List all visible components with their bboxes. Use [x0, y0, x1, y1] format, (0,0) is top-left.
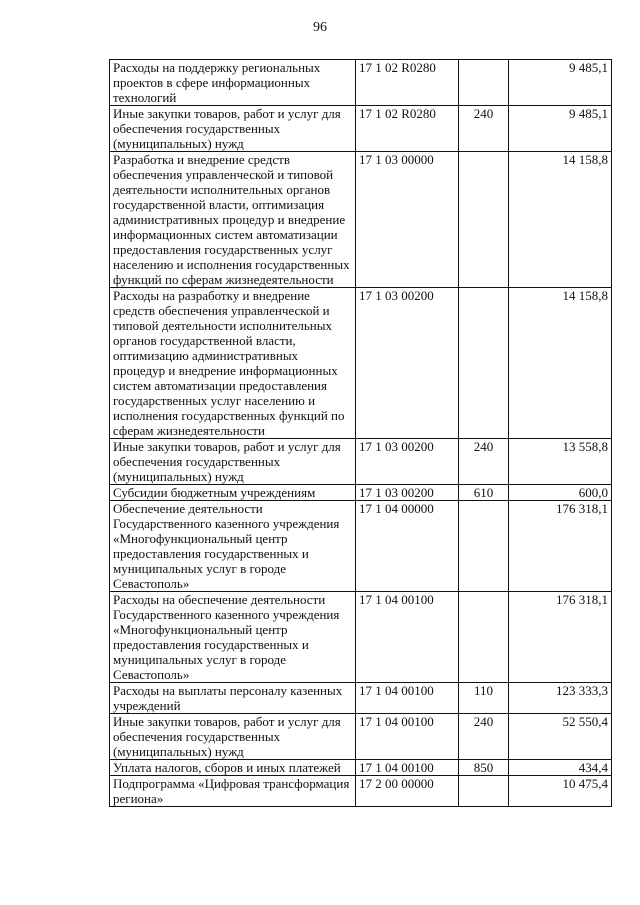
table-row: [110, 760, 612, 776]
row-name: Иные закупки товаров, работ и услуг для обеспечения государственных (муниципальных) нужд: [110, 439, 356, 485]
row-name: Расходы на выплаты персоналу казенных учреждений: [110, 683, 356, 714]
table-row: [110, 485, 612, 501]
row-expense-type: [458, 592, 508, 683]
row-code: 17 1 02 R0280: [355, 60, 458, 106]
row-name: Обеспечение деятельности Государственного казенного учреждения «Многофункциональный центр предоставления государственных и муниципальных услуг в городе Севастополь»: [110, 501, 356, 592]
row-expense-type: 110: [458, 683, 508, 714]
table-row: [110, 776, 612, 807]
row-expense-type: [458, 288, 508, 439]
page-number: 96: [313, 20, 327, 35]
row-amount: 9 485,1: [509, 60, 612, 106]
row-amount: 434,4: [509, 760, 612, 776]
row-expense-type: [458, 776, 508, 807]
table-row: [110, 714, 612, 760]
table-row: [110, 60, 612, 106]
row-expense-type: 240: [458, 106, 508, 152]
row-name: Субсидии бюджетным учреждениям: [110, 485, 356, 501]
row-name: Иные закупки товаров, работ и услуг для обеспечения государственных (муниципальных) нужд: [110, 106, 356, 152]
row-amount: 13 558,8: [509, 439, 612, 485]
table-row: [110, 288, 612, 439]
row-expense-type: [458, 501, 508, 592]
row-code: 17 1 03 00000: [355, 152, 458, 288]
row-code: 17 1 04 00100: [355, 714, 458, 760]
row-expense-type: 850: [458, 760, 508, 776]
row-amount: 52 550,4: [509, 714, 612, 760]
row-code: 17 1 03 00200: [355, 439, 458, 485]
table-row: [110, 106, 612, 152]
row-amount: 123 333,3: [509, 683, 612, 714]
row-expense-type: 610: [458, 485, 508, 501]
row-amount: 10 475,4: [509, 776, 612, 807]
row-code: 17 1 02 R0280: [355, 106, 458, 152]
table-row: [110, 152, 612, 288]
row-code: 17 1 04 00000: [355, 501, 458, 592]
row-name: Подпрограмма «Цифровая трансформация региона»: [110, 776, 356, 807]
row-amount: 176 318,1: [509, 592, 612, 683]
row-expense-type: 240: [458, 439, 508, 485]
row-amount: 14 158,8: [509, 152, 612, 288]
row-name: Уплата налогов, сборов и иных платежей: [110, 760, 356, 776]
row-code: 17 1 04 00100: [355, 592, 458, 683]
row-amount: 600,0: [509, 485, 612, 501]
row-expense-type: 240: [458, 714, 508, 760]
table-row: [110, 439, 612, 485]
row-expense-type: [458, 60, 508, 106]
row-code: 17 1 04 00100: [355, 683, 458, 714]
row-code: 17 2 00 00000: [355, 776, 458, 807]
row-code: 17 1 04 00100: [355, 760, 458, 776]
row-expense-type: [458, 152, 508, 288]
row-name: Расходы на обеспечение деятельности Государственного казенного учреждения «Многофункциональный центр предоставления государственных и муниципальных услуг в городе Севастополь»: [110, 592, 356, 683]
row-name: Расходы на поддержку региональных проектов в сфере информационных технологий: [110, 60, 356, 106]
row-name: Расходы на разработку и внедрение средств обеспечения управленческой и типовой деятельности исполнительных органов государственной власти, оптимизацию административных процедур и внедрение информационных систем автоматизации предоставления государственных услуг населению и исполнения государственных функций по сферам жизнедеятельности: [110, 288, 356, 439]
row-name: Иные закупки товаров, работ и услуг для обеспечения государственных (муниципальных) нужд: [110, 714, 356, 760]
table-row: [110, 683, 612, 714]
row-name: Разработка и внедрение средств обеспечения управленческой и типовой деятельности исполнительных органов государственной власти, оптимизация административных процедур и внедрение информационных систем автоматизации предоставления государственных услуг населению и исполнения государственных функций по сферам жизнедеятельности: [110, 152, 356, 288]
budget-table: [109, 59, 612, 807]
table-row: [110, 592, 612, 683]
row-amount: 176 318,1: [509, 501, 612, 592]
row-amount: 9 485,1: [509, 106, 612, 152]
row-amount: 14 158,8: [509, 288, 612, 439]
row-code: 17 1 03 00200: [355, 485, 458, 501]
row-code: 17 1 03 00200: [355, 288, 458, 439]
table-row: [110, 501, 612, 592]
